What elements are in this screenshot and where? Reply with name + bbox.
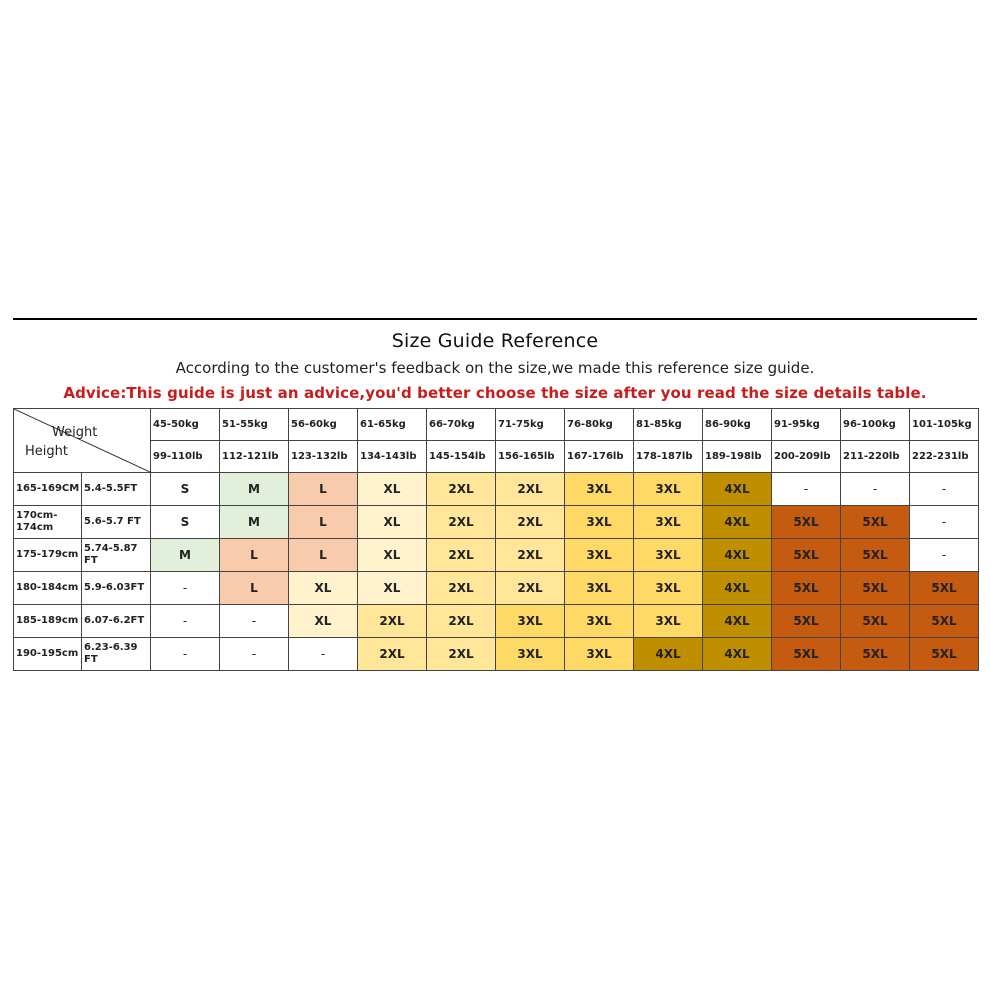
size-cell: 4XL [703,506,772,539]
height-ft-cell: 5.4-5.5FT [82,473,151,506]
height-cm-cell: 185-189cm [14,605,82,638]
height-cm-cell: 175-179cm [14,539,82,572]
weight-kg-header: 76-80kg [565,409,634,441]
size-cell: M [220,506,289,539]
size-cell: 5XL [772,506,841,539]
weight-lb-header: 134-143lb [358,441,427,473]
height-ft-cell: 6.07-6.2FT [82,605,151,638]
size-cell: 2XL [427,572,496,605]
size-row [14,539,979,572]
size-cell: - [220,605,289,638]
size-cell: 3XL [565,572,634,605]
size-cell: - [220,638,289,671]
weight-lb-header: 112-121lb [220,441,289,473]
header-row-lb [14,441,979,473]
size-row [14,605,979,638]
size-cell: 3XL [634,506,703,539]
size-cell: S [151,473,220,506]
size-cell: L [289,539,358,572]
size-cell: 2XL [427,638,496,671]
height-ft-cell: 6.23-6.39 FT [82,638,151,671]
size-cell: 5XL [841,506,910,539]
weight-lb-header: 123-132lb [289,441,358,473]
size-cell: 5XL [772,539,841,572]
size-row [14,638,979,671]
corner-height-label: Height [25,444,68,459]
size-cell: 2XL [427,539,496,572]
size-cell: 5XL [772,605,841,638]
size-cell: 5XL [910,638,979,671]
size-cell: 5XL [910,605,979,638]
height-cm-cell: 190-195cm [14,638,82,671]
size-cell: 5XL [772,572,841,605]
size-cell: 2XL [496,572,565,605]
subtitle: According to the customer's feedback on the size,we made this reference size guide. [175,359,815,377]
size-cell: 4XL [703,572,772,605]
size-cell: 3XL [496,605,565,638]
size-cell: 4XL [703,539,772,572]
weight-lb-header: 211-220lb [841,441,910,473]
size-cell: - [151,638,220,671]
size-cell: - [910,506,979,539]
weight-lb-header: 189-198lb [703,441,772,473]
weight-kg-header: 66-70kg [427,409,496,441]
size-cell: 2XL [496,473,565,506]
size-cell: 2XL [496,539,565,572]
size-cell: L [220,572,289,605]
size-cell: XL [358,572,427,605]
height-ft-cell: 5.9-6.03FT [82,572,151,605]
top-rule [13,318,977,320]
size-cell: 4XL [634,638,703,671]
size-cell: M [151,539,220,572]
size-cell: 5XL [841,539,910,572]
header-row-kg [14,409,979,441]
height-cm-cell: 180-184cm [14,572,82,605]
size-cell: L [220,539,289,572]
advice-text: Advice:This guide is just an advice,you'd better choose the size after you read the size details table. [63,384,927,402]
size-cell: 3XL [565,473,634,506]
weight-kg-header: 101-105kg [910,409,979,441]
size-cell: 5XL [841,638,910,671]
height-cm-cell: 170cm-174cm [14,506,82,539]
weight-kg-header: 61-65kg [358,409,427,441]
size-cell: 3XL [565,638,634,671]
weight-lb-header: 200-209lb [772,441,841,473]
size-cell: 2XL [358,638,427,671]
size-cell: S [151,506,220,539]
size-cell: 4XL [703,605,772,638]
size-row [14,473,979,506]
weight-lb-header: 178-187lb [634,441,703,473]
height-ft-cell: 5.74-5.87 FT [82,539,151,572]
size-cell: - [841,473,910,506]
weight-lb-header: 156-165lb [496,441,565,473]
size-cell: 4XL [703,638,772,671]
size-cell: 5XL [841,572,910,605]
weight-kg-header: 51-55kg [220,409,289,441]
height-ft-cell: 5.6-5.7 FT [82,506,151,539]
size-cell: XL [358,506,427,539]
size-cell: L [289,473,358,506]
size-cell: M [220,473,289,506]
page-title: Size Guide Reference [391,330,599,352]
weight-lb-header: 222-231lb [910,441,979,473]
size-cell: 4XL [703,473,772,506]
size-cell: XL [358,539,427,572]
size-cell: 3XL [634,605,703,638]
size-cell: XL [358,473,427,506]
height-cm-cell: 165-169CM [14,473,82,506]
weight-kg-header: 56-60kg [289,409,358,441]
size-cell: - [910,539,979,572]
size-cell: - [772,473,841,506]
size-cell: 3XL [565,605,634,638]
size-guide [13,318,977,671]
size-row [14,572,979,605]
size-cell: 5XL [841,605,910,638]
size-cell: 3XL [634,539,703,572]
size-row [14,506,979,539]
size-cell: - [151,572,220,605]
size-cell: 5XL [910,572,979,605]
size-cell: 3XL [565,539,634,572]
weight-kg-header: 91-95kg [772,409,841,441]
weight-lb-header: 167-176lb [565,441,634,473]
size-cell: XL [289,605,358,638]
size-cell: 2XL [496,506,565,539]
weight-kg-header: 96-100kg [841,409,910,441]
size-cell: - [151,605,220,638]
size-cell: 3XL [496,638,565,671]
weight-kg-header: 86-90kg [703,409,772,441]
size-cell: 2XL [358,605,427,638]
size-table [13,408,979,671]
corner-weight-label: Weight [52,425,98,440]
size-cell: 5XL [772,638,841,671]
diagonal-line [14,409,150,472]
weight-kg-header: 71-75kg [496,409,565,441]
size-cell: 2XL [427,473,496,506]
size-cell: 2XL [427,605,496,638]
size-cell: 3XL [634,572,703,605]
size-cell: - [289,638,358,671]
weight-lb-header: 145-154lb [427,441,496,473]
size-cell: XL [289,572,358,605]
size-cell: 3XL [634,473,703,506]
weight-kg-header: 45-50kg [151,409,220,441]
corner-cell [14,409,151,473]
size-cell: 3XL [565,506,634,539]
size-cell: - [910,473,979,506]
size-cell: L [289,506,358,539]
weight-lb-header: 99-110lb [151,441,220,473]
weight-kg-header: 81-85kg [634,409,703,441]
size-cell: 2XL [427,506,496,539]
